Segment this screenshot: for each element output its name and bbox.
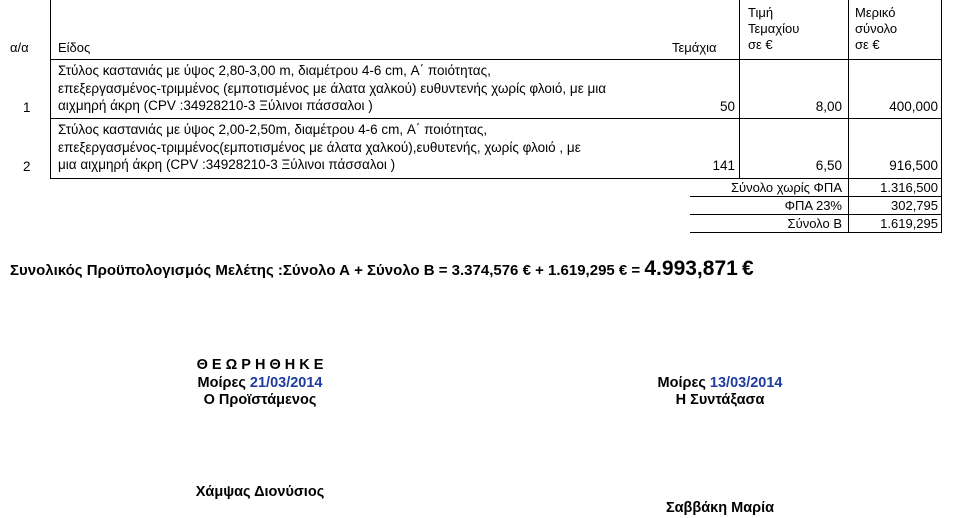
grand-total (10, 257, 754, 281)
right-date: 13/03/2014 (709, 375, 783, 391)
header-subtotal-line: σε € (855, 37, 880, 52)
row-description-line: Στύλος καστανιάς με ύψος 2,00-2,50m, διαμέτρου 4-6 cm, Α΄ ποιότητας, (58, 122, 488, 137)
left-name: Χάμψας Διονύσιος (195, 484, 325, 500)
row-description-line: επεξεργασμένος-τριμμένος(εμποτισμένος με άλατα χαλκού),ευθυτενής, χωρίς φλοιό , με (58, 139, 581, 155)
summary-value: 1.619,295 (880, 216, 938, 231)
right-role: Η Συντάξασα (675, 392, 765, 408)
row-description-line: αιχμηρή άκρη (CPV :34928210-3 Ξύλινοι πάσσαλοι ) (58, 98, 373, 113)
header-aa: α/α (10, 40, 29, 55)
summary-label: ΦΠΑ 23% (784, 198, 842, 213)
row-description-line: επεξεργασμένος-τριμμένος (εμποτισμένος με άλατα χαλκού) ευθυντενής χωρίς φλοιό, με μια (58, 80, 607, 96)
grid-line (690, 232, 941, 233)
right-place: Μοίρες (657, 375, 706, 391)
row-aa: 1 (23, 100, 31, 115)
grand-total-plus: + 1.619,295 (530, 262, 615, 279)
row-description (58, 121, 698, 174)
left-role: Ο Προϊστάμενος (203, 392, 317, 408)
summary-label: Σύνολο χωρίς ΦΠΑ (731, 180, 842, 195)
summary-label: Σύνολο Β (787, 216, 842, 231)
approved-title: Θ Ε Ω Ρ Η Θ Η Κ Ε (196, 357, 324, 373)
row-aa: 2 (23, 159, 31, 174)
grid-line (50, 59, 941, 60)
row-unit-price: 8,00 (815, 99, 842, 114)
summary-value: 1.316,500 (880, 180, 938, 195)
euro-icon: € (618, 262, 628, 279)
grid-line (848, 178, 849, 233)
grid-line (50, 178, 941, 179)
grand-total-text: Συνολικός Προϋπολογισμός Μελέτης :Σύνολο Α + Σύνολο Β = 3.374,576 (10, 262, 519, 279)
grand-total-equals: = (627, 262, 645, 279)
grid-line (739, 0, 740, 179)
row-subtotal: 400,000 (889, 99, 938, 114)
header-subtotal-line: σύνολο (855, 21, 898, 36)
header-item: Είδος (58, 40, 91, 55)
left-date: 21/03/2014 (249, 375, 323, 391)
header-unit-price-line: σε € (748, 37, 773, 52)
grid-line (50, 0, 51, 179)
left-date-line (150, 375, 370, 391)
header-qty: Τεμάχια (672, 40, 717, 55)
row-description (58, 62, 698, 115)
grid-line (848, 0, 849, 179)
grand-total-final: 4.993,871 (644, 257, 738, 280)
grid-line (50, 118, 941, 119)
euro-icon: € (741, 257, 754, 280)
euro-icon: € (522, 262, 531, 279)
header-subtotal (855, 5, 897, 53)
right-date-line (610, 375, 830, 391)
row-subtotal: 916,500 (889, 158, 938, 173)
header-unit-price-line: Τεμαχίου (748, 21, 800, 36)
row-qty: 50 (719, 99, 735, 114)
header-unit-price-line: Τιμή (748, 5, 774, 20)
grid-line (690, 196, 941, 197)
right-name: Σαββάκη Μαρία (665, 500, 775, 516)
header-unit-price (748, 5, 799, 53)
left-place: Μοίρες (197, 375, 246, 391)
row-qty: 141 (712, 158, 735, 173)
grid-line (690, 214, 941, 215)
header-subtotal-line: Μερικό (855, 5, 896, 20)
grid-line (941, 0, 942, 233)
row-description-line: μια αιχμηρή άκρη (CPV :34928210-3 Ξύλινοι πάσσαλοι ) (58, 157, 396, 172)
summary-value: 302,795 (891, 198, 938, 213)
row-unit-price: 6,50 (815, 158, 842, 173)
row-description-line: Στύλος καστανιάς με ύψος 2,80-3,00 m, διαμέτρου 4-6 cm, Α΄ ποιότητας, (58, 63, 491, 78)
